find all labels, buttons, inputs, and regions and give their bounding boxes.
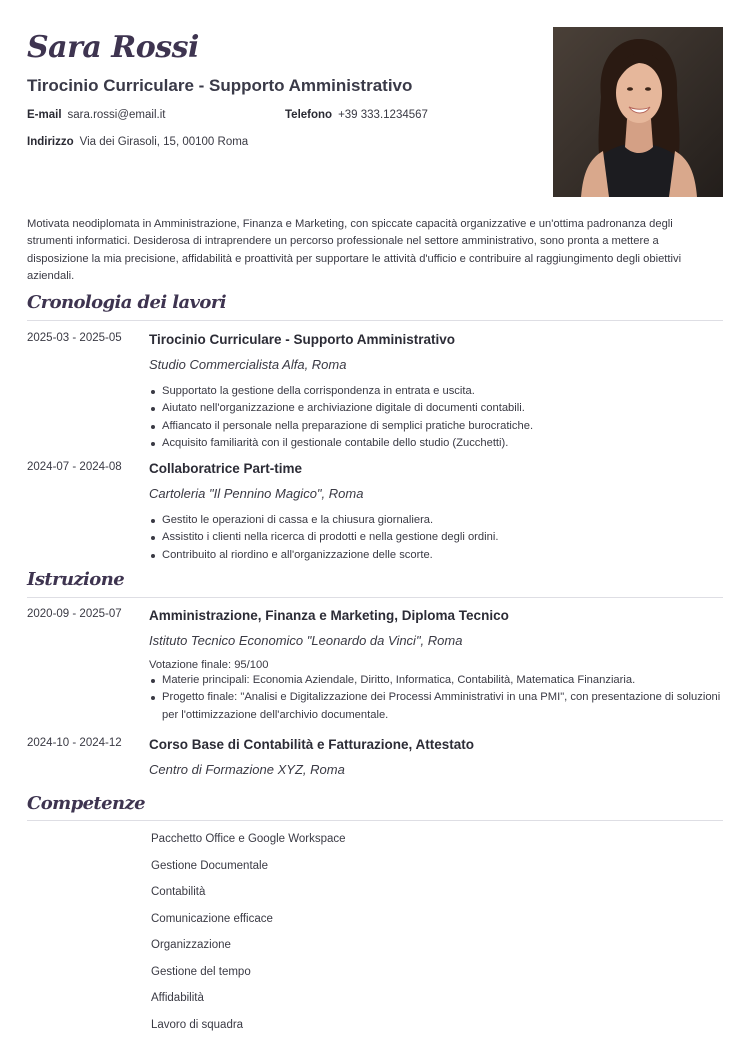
section-divider [27,597,723,598]
bullet-item: Contribuito al riordino e all'organizzazione delle scorte. [149,547,723,564]
bullet-item: Progetto finale: "Analisi e Digitalizzazione dei Processi Amministrativi in una PMI", con presentazione di soluzioni per l'ottimizzazione dell'archivio documentale. [149,689,723,724]
candidate-name: Sara Rossi [27,30,199,65]
profile-photo [553,27,723,197]
skill-item: Pacchetto Office e Google Workspace [151,833,346,845]
entry-bullets [149,512,723,564]
entry-organization: Istituto Tecnico Economico "Leonardo da Vinci", Roma [149,633,463,648]
address-label: Indirizzo [27,136,74,148]
entry-content [149,608,723,724]
entry-title: Collaboratrice Part-time [149,461,303,476]
skills-list [151,831,346,1043]
entry-note: Votazione finale: 95/100 [149,659,269,671]
portrait-illustration [553,27,723,197]
entry-organization: Centro di Formazione XYZ, Roma [149,762,345,777]
bullet-item: Materie principali: Economia Aziendale, Diritto, Informatica, Contabilità, Matematica Finanziaria. [149,672,723,689]
entry-organization: Studio Commercialista Alfa, Roma [149,357,347,372]
skill-item: Affidabilità [151,992,204,1004]
email-label: E-mail [27,109,62,121]
bullet-item: Assistito i clienti nella ricerca di prodotti e nella gestione degli ordini. [149,529,723,546]
entry-title: Amministrazione, Finanza e Marketing, Diploma Tecnico [149,608,509,623]
entry-bullets [149,383,723,453]
email-value[interactable]: sara.rossi@email.it [67,109,166,121]
skill-item: Gestione Documentale [151,859,268,872]
section-title-skills: Competenze [27,793,145,814]
bullet-item: Acquisito familiarità con il gestionale contabile dello studio (Zucchetti). [149,435,723,452]
entry-title: Corso Base di Contabilità e Fatturazione, Attestato [149,737,475,752]
entry-organization: Cartoleria "Il Pennino Magico", Roma [149,486,364,501]
entry-content [149,461,723,564]
skill-item: Gestione del tempo [151,965,251,978]
section-divider [27,320,723,321]
contact-address [27,136,248,148]
section-divider [27,820,723,821]
entry-date: 2020-09 - 2025-07 [27,608,122,620]
phone-value[interactable]: +39 333.1234567 [338,109,428,121]
section-title-education: Istruzione [27,569,125,590]
entry-date: 2024-10 - 2024-12 [27,737,122,749]
candidate-headline: Tirocinio Curriculare - Supporto Amministrativo [27,76,413,95]
bullet-item: Supportato la gestione della corrispondenza in entrata e uscita. [149,383,723,400]
skill-item: Organizzazione [151,939,231,951]
entry-date: 2025-03 - 2025-05 [27,332,122,344]
bullet-item: Aiutato nell'organizzazione e archiviazione digitale di documenti contabili. [149,400,723,417]
bullet-item: Gestito le operazioni di cassa e la chiusura giornaliera. [149,512,723,529]
entry-content [149,332,723,453]
entry-date: 2024-07 - 2024-08 [27,461,122,473]
phone-label: Telefono [285,109,333,121]
skill-item: Comunicazione efficace [151,912,273,925]
entry-bullets [149,672,723,724]
skill-item: Contabilità [151,886,206,898]
contact-email [27,109,165,121]
contact-phone [285,109,428,121]
address-value: Via dei Girasoli, 15, 00100 Roma [79,136,249,148]
entry-content [149,737,723,779]
profile-summary: Motivata neodiplomata in Amministrazione, Finanza e Marketing, con spiccate capacità organizzative e un'ottima padronanza degli strumenti informatici. Desiderosa di intraprendere un percorso professionale nel settore amministrativo, sono pronta a mettere a disposizione la mia precisione, affidabilità e proattività per supportare le attività d'ufficio e contribuire al raggiungimento degli obiettivi aziendali. [27,218,682,283]
skill-item: Lavoro di squadra [151,1018,244,1031]
bullet-item: Affiancato il personale nella preparazione di semplici pratiche burocratiche. [149,418,723,435]
section-title-work: Cronologia dei lavori [27,292,226,313]
entry-title: Tirocinio Curriculare - Supporto Amministrativo [149,332,456,347]
